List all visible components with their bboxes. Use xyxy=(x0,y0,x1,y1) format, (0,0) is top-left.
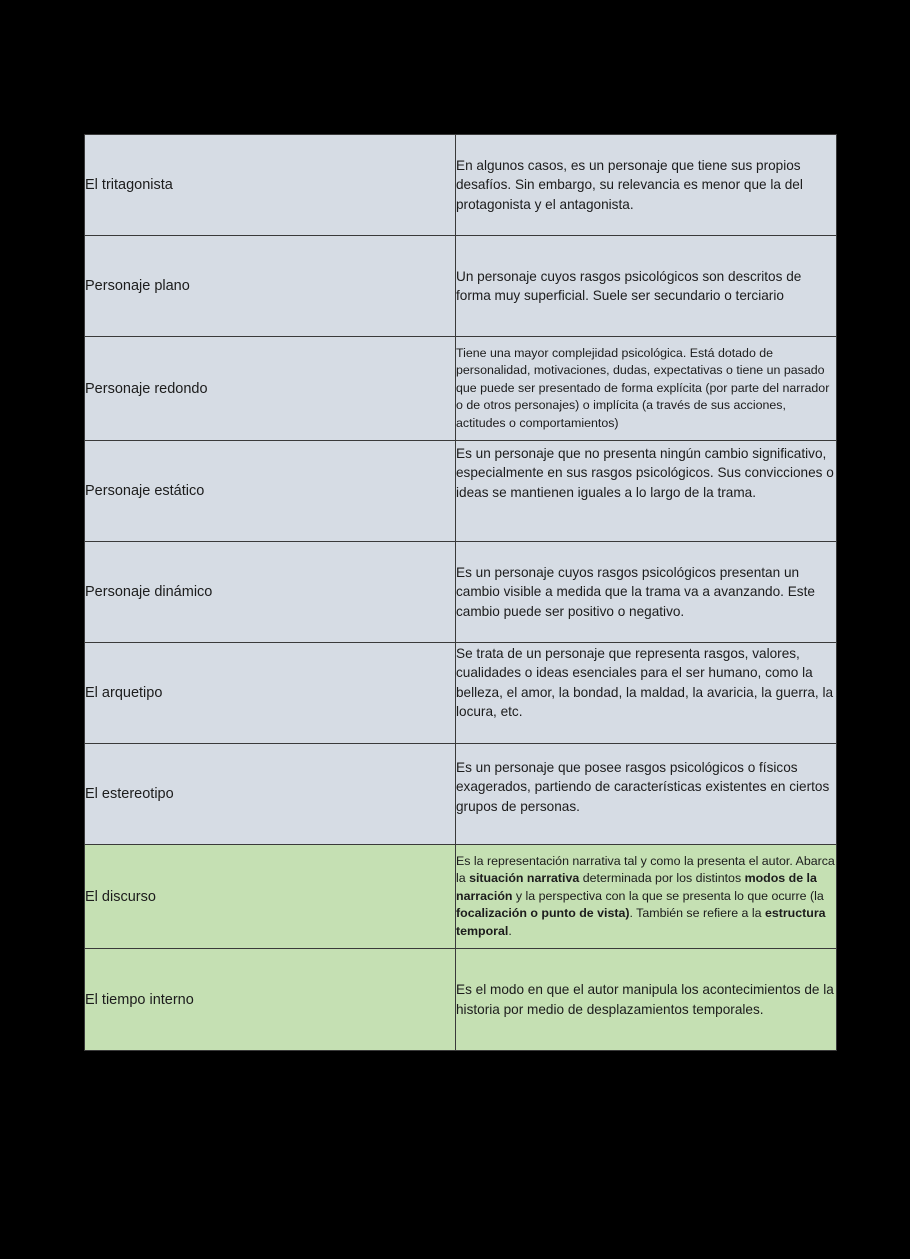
definition-cell: Es un personaje que posee rasgos psicológicos o físicos exagerados, partiendo de características existentes en ciertos grupos de personas. xyxy=(456,744,837,845)
definition-text: determinada por los distintos xyxy=(579,871,745,886)
bold-term: situación narrativa xyxy=(469,871,580,886)
definition-text: y la perspectiva con la que se presenta lo que ocurre (la xyxy=(512,888,824,903)
bold-term: modos de la narración xyxy=(456,871,817,903)
term-cell: Personaje estático xyxy=(85,441,456,542)
bold-term: estructura temporal xyxy=(456,906,826,938)
table-row xyxy=(85,643,837,744)
term-cell: El estereotipo xyxy=(85,744,456,845)
term-cell: El discurso xyxy=(85,845,456,949)
definition-cell: Tiene una mayor complejidad psicológica. Está dotado de personalidad, motivaciones, dudas, expectativas o tiene un pasado que puede ser presentado de forma explícita (por parte del narrador o de otros personajes) o implícita (a través de sus acciones, actitudes o comportamientos) xyxy=(456,337,837,441)
definition-cell: En algunos casos, es un personaje que tiene sus propios desafíos. Sin embargo, su relevancia es menor que la del protagonista y el antagonista. xyxy=(456,135,837,236)
definition-text: . También se refiere a la xyxy=(629,906,765,921)
table-row xyxy=(85,337,837,441)
literary-terms-table xyxy=(84,134,837,1051)
table-row xyxy=(85,441,837,542)
definition-text: . xyxy=(508,923,512,938)
table-row xyxy=(85,845,837,949)
definition-cell: Es el modo en que el autor manipula los acontecimientos de la historia por medio de desplazamientos temporales. xyxy=(456,949,837,1051)
definition-cell: Se trata de un personaje que representa rasgos, valores, cualidades o ideas esenciales para el ser humano, como la belleza, el amor, la bondad, la maldad, la avaricia, la guerra, la locura, etc. xyxy=(456,643,837,744)
table-row xyxy=(85,135,837,236)
table-row xyxy=(85,949,837,1051)
term-cell: Personaje redondo xyxy=(85,337,456,441)
table-row xyxy=(85,542,837,643)
bold-term: focalización o punto de vista) xyxy=(456,906,630,921)
term-cell: Personaje dinámico xyxy=(85,542,456,643)
table-row xyxy=(85,744,837,845)
definition-cell: Es un personaje cuyos rasgos psicológicos presentan un cambio visible a medida que la trama va a avanzando. Este cambio puede ser positivo o negativo. xyxy=(456,542,837,643)
definition-cell: Es un personaje que no presenta ningún cambio significativo, especialmente en sus rasgos psicológicos. Sus convicciones o ideas se mantienen iguales a lo largo de la trama. xyxy=(456,441,837,542)
term-cell: Personaje plano xyxy=(85,236,456,337)
term-cell: El tritagonista xyxy=(85,135,456,236)
definition-cell xyxy=(456,845,837,949)
definition-text: Es la representación narrativa tal y como la presenta el autor. Abarca la xyxy=(456,853,835,886)
term-cell: El arquetipo xyxy=(85,643,456,744)
table-row xyxy=(85,236,837,337)
definition-cell: Un personaje cuyos rasgos psicológicos son descritos de forma muy superficial. Suele ser secundario o terciario xyxy=(456,236,837,337)
term-cell: El tiempo interno xyxy=(85,949,456,1051)
